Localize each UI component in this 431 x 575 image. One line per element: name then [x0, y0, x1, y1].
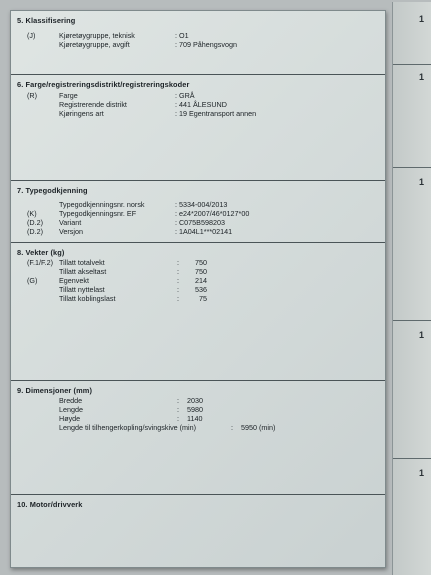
field-label: Kjøretøygruppe, teknisk	[59, 31, 135, 40]
page-marker: 1	[419, 177, 425, 187]
field-value: 75	[199, 294, 207, 303]
section-motor-drivverk	[11, 494, 385, 567]
divider	[393, 64, 431, 65]
field-value: 750	[195, 267, 207, 276]
divider	[393, 320, 431, 321]
field-label: Typegodkjenningsnr. norsk	[59, 200, 145, 209]
colon: :	[177, 396, 179, 405]
field-label: Registrerende distrikt	[59, 100, 127, 109]
field-value: 2030	[187, 396, 203, 405]
page-marker: 1	[419, 14, 425, 24]
section-title: 7. Typegodkjenning	[17, 186, 88, 195]
section-farge-registrering	[11, 74, 385, 180]
field-value: : 5334-004/2013	[175, 200, 228, 209]
field-value: 5980	[187, 405, 203, 414]
section-vekter	[11, 242, 385, 380]
page-marker: 1	[419, 72, 425, 82]
field-label: Kjøretøygruppe, avgift	[59, 40, 130, 49]
colon: :	[177, 414, 179, 423]
field-label: Versjon	[59, 227, 83, 236]
section-title: 6. Farge/registreringsdistrikt/registreringskoder	[17, 80, 190, 89]
field-code: (G)	[27, 276, 38, 285]
field-value: : 19 Egentransport annen	[175, 109, 257, 118]
field-label: Variant	[59, 218, 82, 227]
field-label: Bredde	[59, 396, 83, 405]
field-value: : 709 Påhengsvogn	[175, 40, 237, 49]
field-value: : O1	[175, 31, 189, 40]
colon: :	[177, 294, 179, 303]
field-label: Kjøringens art	[59, 109, 104, 118]
field-code: (J)	[27, 31, 36, 40]
field-value: 5950 (min)	[241, 423, 276, 432]
page-marker: 1	[419, 468, 425, 478]
field-value: 536	[195, 285, 207, 294]
section-title: 8. Vekter (kg)	[17, 248, 65, 257]
field-label: Lengde	[59, 405, 83, 414]
field-value: 214	[195, 276, 207, 285]
section-title: 10. Motor/drivverk	[17, 500, 83, 509]
field-label: Egenvekt	[59, 276, 89, 285]
field-value: : e24*2007/46*0127*00	[175, 209, 250, 218]
section-title: 9. Dimensjoner (mm)	[17, 386, 93, 395]
adjacent-page-edge	[392, 2, 431, 575]
field-label: Høyde	[59, 414, 81, 423]
field-value: : C075B598203	[175, 218, 225, 227]
colon: :	[177, 285, 179, 294]
field-value: : 441 ÅLESUND	[175, 100, 227, 109]
field-code: (D.2)	[27, 218, 43, 227]
field-label: Tillatt totalvekt	[59, 258, 105, 267]
registration-document-page	[10, 10, 386, 568]
field-code: (R)	[27, 91, 37, 100]
section-title: 5. Klassifisering	[17, 16, 76, 25]
colon: :	[177, 276, 179, 285]
page-marker: 1	[419, 330, 425, 340]
field-label: Farge	[59, 91, 78, 100]
section-dimensjoner	[11, 380, 385, 494]
field-label: Tillatt nyttelast	[59, 285, 105, 294]
divider	[393, 458, 431, 459]
field-label: Lengde til tilhengerkopling/svingskive (min)	[59, 423, 197, 432]
field-value: 750	[195, 258, 207, 267]
section-klassifisering	[11, 11, 385, 74]
colon: :	[177, 405, 179, 414]
colon: :	[177, 267, 179, 276]
section-typegodkjenning	[11, 180, 385, 242]
field-label: Tillatt koblingslast	[59, 294, 116, 303]
field-code: (D.2)	[27, 227, 43, 236]
field-label: Tillatt akseltast	[59, 267, 107, 276]
colon: :	[231, 423, 233, 432]
field-value: 1140	[187, 414, 203, 423]
divider	[393, 167, 431, 168]
field-value: : 1A04L1***02141	[175, 227, 233, 236]
colon: :	[177, 258, 179, 267]
field-code: (K)	[27, 209, 37, 218]
field-label: Typegodkjenningsnr. EF	[59, 209, 137, 218]
field-code: (F.1/F.2)	[27, 258, 53, 267]
field-value: : GRÅ	[175, 91, 195, 100]
